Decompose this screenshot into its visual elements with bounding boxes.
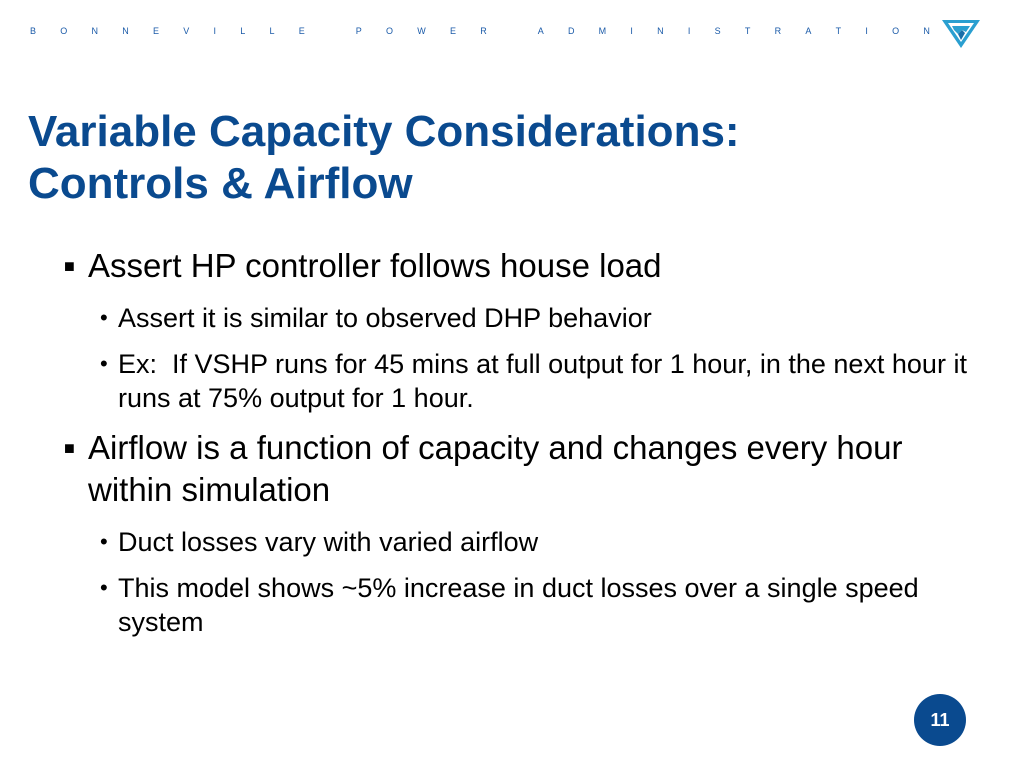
bullet-1-text: Assert HP controller follows house load (88, 247, 662, 284)
page-number: 11 (930, 709, 950, 730)
dot-bullet-icon: • (100, 529, 108, 554)
slide-content (62, 245, 982, 651)
sub-bullet-2-1-text: Duct losses vary with varied airflow (118, 527, 539, 557)
org-letter: T (744, 26, 751, 36)
org-letter: A (805, 26, 812, 36)
page-number-badge (914, 694, 966, 746)
org-letter: N (122, 26, 129, 36)
org-letter: E (152, 26, 159, 36)
sub-bullet-2-1 (96, 525, 982, 559)
bullet-2 (62, 427, 982, 511)
org-letter: R (774, 26, 782, 36)
org-letter: D (567, 26, 575, 36)
org-letter: L (269, 26, 275, 36)
org-letter (511, 26, 514, 36)
org-letter: B (30, 26, 37, 36)
org-letter (329, 26, 332, 36)
sub-bullet-1-2 (96, 347, 982, 415)
org-letter: T (835, 26, 842, 36)
org-letter: W (417, 26, 426, 36)
slide-title-line1: Variable Capacity Considerations: (28, 107, 740, 156)
sub-bullet-2-2-text: This model shows ~5% increase in duct losses over a single speed system (118, 573, 919, 637)
dot-bullet-icon: • (100, 575, 108, 600)
sub-bullet-1-1 (96, 301, 982, 335)
bullet-2-text: Airflow is a function of capacity and changes every hour within simulation (88, 429, 903, 508)
org-letter: R (480, 26, 487, 36)
bpa-logo-icon (940, 18, 982, 50)
org-letter: O (385, 26, 393, 36)
org-letter: I (630, 26, 633, 36)
org-letter: I (687, 26, 691, 36)
org-letter: A (537, 26, 544, 36)
org-letter: E (449, 26, 456, 36)
sub-bullet-1-1-text: Assert it is similar to observed DHP behavior (118, 303, 652, 333)
sub-bullet-1-2-text: Ex: If VSHP runs for 45 mins at full output for 1 hour, in the next hour it runs at 75% output for 1 hour. (118, 349, 975, 413)
org-letter: N (91, 26, 98, 36)
slide-title-line2: Controls & Airflow (28, 159, 413, 208)
square-bullet-icon: ■ (64, 438, 75, 458)
org-letter: L (240, 26, 246, 36)
organization-name (30, 26, 930, 36)
dot-bullet-icon: • (100, 305, 108, 330)
slide-title (28, 106, 988, 210)
square-bullet-icon: ■ (64, 256, 75, 276)
org-letter: M (598, 26, 607, 36)
bullet-1 (62, 245, 982, 287)
header-bar (0, 0, 1024, 72)
org-letter: N (657, 26, 664, 36)
org-letter: E (298, 26, 305, 36)
org-letter: P (355, 26, 362, 36)
org-letter: V (183, 26, 190, 36)
org-letter: N (923, 26, 930, 36)
org-letter: S (714, 26, 721, 36)
sub-bullet-2-2 (96, 571, 982, 639)
org-letter: I (865, 26, 868, 36)
org-letter: O (892, 26, 900, 36)
org-letter: I (213, 26, 216, 36)
dot-bullet-icon: • (100, 351, 108, 376)
org-letter: O (60, 26, 68, 36)
